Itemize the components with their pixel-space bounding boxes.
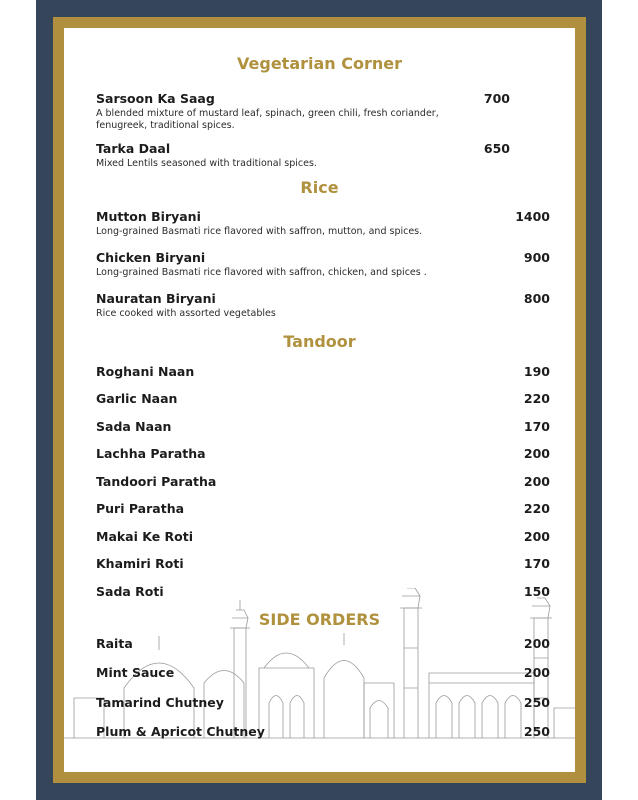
- item-price: 200: [523, 446, 550, 461]
- item-name: Raita: [96, 636, 133, 651]
- item-description: Long-grained Basmati rice flavored with saffron, mutton, and spices.: [96, 226, 423, 237]
- item-name: Lachha Paratha: [96, 446, 206, 461]
- item-name: Chicken Biryani: [96, 250, 206, 265]
- item-price: 700: [483, 91, 510, 106]
- item-name: Sarsoon Ka Saag: [96, 91, 215, 106]
- menu-item: [96, 209, 550, 238]
- item-price: 150: [523, 584, 550, 599]
- item-name: Roghani Naan: [96, 364, 195, 379]
- menu-item: [96, 250, 550, 279]
- item-price: 190: [523, 364, 550, 379]
- menu-page: [64, 28, 575, 772]
- menu-item: [96, 529, 550, 545]
- item-price: 900: [523, 250, 550, 265]
- section-heading-rice: Rice: [300, 178, 339, 197]
- item-name: Nauratan Biryani: [96, 291, 216, 306]
- item-price: 170: [523, 419, 550, 434]
- item-name: Mutton Biryani: [96, 209, 201, 224]
- item-price: 220: [523, 501, 550, 516]
- item-name: Puri Paratha: [96, 501, 185, 516]
- item-description: Long-grained Basmati rice flavored with saffron, chicken, and spices .: [96, 267, 427, 278]
- item-name: Makai Ke Roti: [96, 529, 194, 544]
- item-price: 220: [523, 391, 550, 406]
- item-price: 200: [523, 529, 550, 544]
- item-name: Sada Naan: [96, 419, 172, 434]
- menu-item: [96, 724, 550, 740]
- item-price: 250: [523, 695, 550, 710]
- menu-item: [96, 291, 550, 320]
- section-heading-vegetarian: Vegetarian Corner: [237, 54, 402, 73]
- menu-item: [96, 474, 550, 490]
- menu-item: [96, 636, 550, 652]
- item-name: Tarka Daal: [96, 141, 171, 156]
- item-name: Tamarind Chutney: [96, 695, 224, 710]
- section-heading-side-orders: SIDE ORDERS: [258, 610, 381, 629]
- item-name: Plum & Apricot Chutney: [96, 724, 265, 739]
- item-name: Garlic Naan: [96, 391, 178, 406]
- item-price: 800: [523, 291, 550, 306]
- item-price: 200: [523, 636, 550, 651]
- item-description: A blended mixture of mustard leaf, spinach, green chili, fresh coriander, fenugreek, traditional spices.: [96, 108, 439, 131]
- menu-item: [96, 91, 550, 132]
- menu-item: [96, 665, 550, 681]
- item-price: 1400: [515, 209, 550, 224]
- menu-item: [96, 364, 550, 380]
- menu-content: [64, 28, 575, 772]
- menu-item: [96, 446, 550, 462]
- section-heading-tandoor: Tandoor: [283, 332, 356, 351]
- menu-item: [96, 391, 550, 407]
- item-price: 250: [523, 724, 550, 739]
- item-price: 200: [523, 474, 550, 489]
- menu-item: [96, 584, 550, 600]
- item-price: 200: [523, 665, 550, 680]
- menu-item: [96, 695, 550, 711]
- item-name: Sada Roti: [96, 584, 164, 599]
- item-price: 650: [483, 141, 510, 156]
- item-description: Rice cooked with assorted vegetables: [96, 308, 276, 319]
- item-name: Khamiri Roti: [96, 556, 184, 571]
- menu-item: [96, 419, 550, 435]
- menu-item: [96, 501, 550, 517]
- item-name: Mint Sauce: [96, 665, 175, 680]
- menu-item: [96, 141, 550, 170]
- menu-item: [96, 556, 550, 572]
- item-price: 170: [523, 556, 550, 571]
- item-description: Mixed Lentils seasoned with traditional spices.: [96, 158, 317, 169]
- item-name: Tandoori Paratha: [96, 474, 217, 489]
